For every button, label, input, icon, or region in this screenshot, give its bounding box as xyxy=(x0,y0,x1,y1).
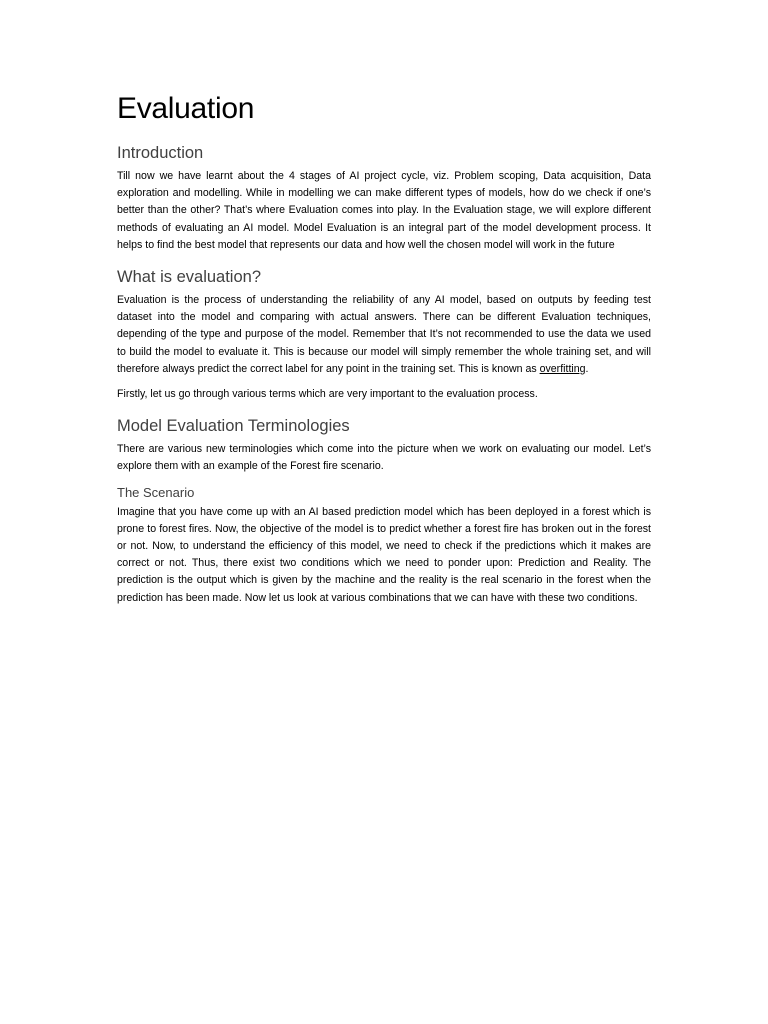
terminologies-heading: Model Evaluation Terminologies xyxy=(117,417,350,436)
document-title: Evaluation xyxy=(117,92,255,125)
what-is-text-before: Evaluation is the process of understanding the reliability of any AI model, based on outputs by feeding test dataset into the model and comparing with actual answers. There can be different Evaluation techniques, depending of the type and purpose of the model. Remember that It’s not recommended to use the data we used to build the model to evaluate it. This is because our model will simply remember the whole training set, and will therefore always predict the correct label for any point in the training set. This is known as xyxy=(117,294,651,375)
scenario-heading: The Scenario xyxy=(117,484,195,500)
document-page xyxy=(117,88,651,607)
terminologies-paragraph: There are various new terminologies which come into the picture when we work on evaluating our model. Let’s explore them with an example of the Forest fire scenario. xyxy=(117,443,651,473)
evaluation-terms-intro-paragraph: Firstly, let us go through various terms which are very important to the evaluation process. xyxy=(117,388,538,401)
introduction-paragraph: Till now we have learnt about the 4 stages of AI project cycle, viz. Problem scoping, Data acquisition, Data exploration and modelling. While in modelling we can make different types of models, how do we check if one’s better than the other? That’s where Evaluation comes into play. In the Evaluation stage, we will explore different methods of evaluating an AI model. Model Evaluation is an integral part of the model development process. It helps to find the best model that represents our data and how well the chosen model will work in the future xyxy=(117,170,651,251)
what-is-evaluation-heading: What is evaluation? xyxy=(117,268,261,287)
what-is-evaluation-paragraph xyxy=(117,292,651,378)
scenario-paragraph: Imagine that you have come up with an AI based prediction model which has been deployed in a forest which is prone to forest fires. Now, the objective of the model is to predict whether a forest fire has broken out in the forest or not. Now, to understand the efficiency of this model, we need to check if the predictions which it makes are correct or not. Thus, there exist two conditions which we need to ponder upon: Prediction and Reality. The prediction is the output which is given by the machine and the reality is the real scenario in the forest when the prediction has been made. Now let us look at various combinations that we can have with these two conditions. xyxy=(117,505,651,604)
overfitting-term: overfitting xyxy=(539,362,586,375)
what-is-text-after: . xyxy=(585,362,589,375)
introduction-heading: Introduction xyxy=(117,144,204,162)
